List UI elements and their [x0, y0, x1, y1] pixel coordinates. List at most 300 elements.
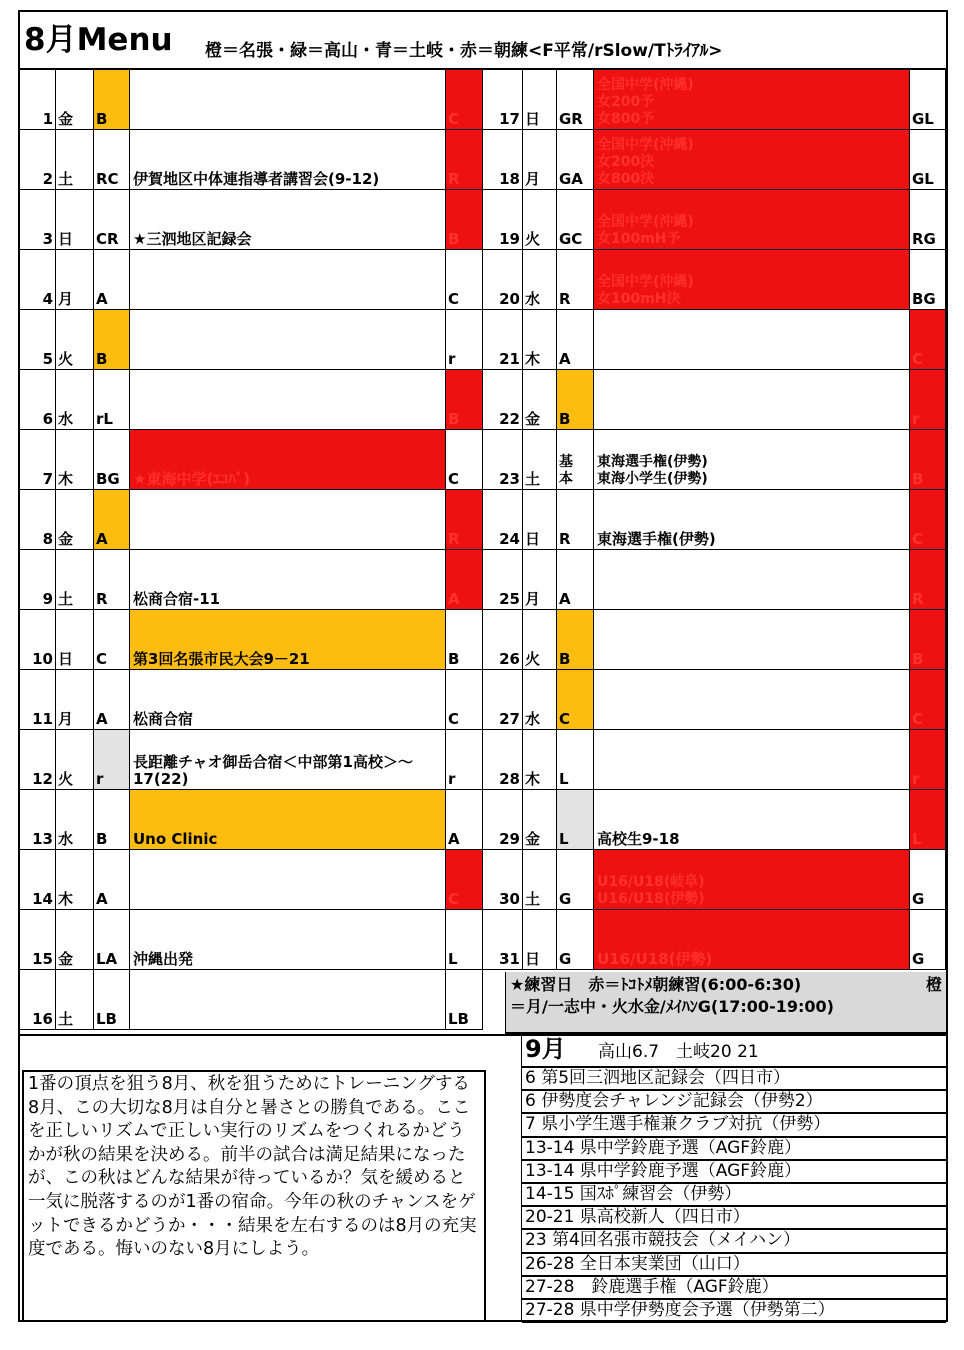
september-event-item: 27-28 鈴鹿選手権（AGF鈴鹿）: [522, 1277, 946, 1300]
header: [20, 12, 946, 70]
cell-text: 火: [525, 650, 541, 668]
cell-text: 長距離チャオ御岳合宿＜中部第1高校＞～17(22): [133, 753, 413, 788]
day-7-menu: [94, 430, 130, 490]
day-7-event: [130, 430, 446, 490]
day-2-menu: [94, 130, 130, 190]
day-23-event: [594, 430, 910, 490]
day-19-event: [594, 190, 910, 250]
cell-text: B: [96, 110, 108, 128]
day-1-day: [20, 70, 56, 130]
day-6-day: [20, 370, 56, 430]
day-17-right: [910, 70, 946, 130]
cell-text: R: [912, 590, 924, 608]
day-25-event: [594, 550, 910, 610]
day-20-right: [910, 250, 946, 310]
day-15-day: [20, 910, 56, 970]
cell-text: 金: [58, 110, 74, 128]
day-18-day: [483, 130, 523, 190]
day-26-event: [594, 610, 910, 670]
day-14-menu: [94, 850, 130, 910]
day-19-right: [910, 190, 946, 250]
day-27-right: [910, 670, 946, 730]
cell-text: ★東海中学(ｴｺﾊﾟ): [133, 470, 251, 488]
day-1-wd: [56, 70, 94, 130]
cell-text: L: [448, 950, 458, 968]
cell-text: 22: [499, 410, 520, 428]
cell-text: 27: [499, 710, 520, 728]
cell-text: 土: [525, 470, 541, 488]
day-16-day: [20, 970, 56, 1030]
day-24-event: [594, 490, 910, 550]
cell-text: 全国中学(沖縄) 女100mH予: [597, 214, 694, 247]
day-17-menu: [557, 70, 594, 130]
day-19-menu: [557, 190, 594, 250]
cell-text: 17: [499, 110, 520, 128]
day-25-right: [910, 550, 946, 610]
cell-text: 31: [499, 950, 520, 968]
cell-text: C: [912, 350, 924, 368]
day-24-wd: [523, 490, 557, 550]
day-13-event: [130, 790, 446, 850]
september-event-item: 20-21 県高校新人（四日市）: [522, 1207, 946, 1230]
cell-text: 月: [58, 290, 74, 308]
day-23-wd: [523, 430, 557, 490]
cell-text: rL: [96, 410, 113, 428]
cell-text: R: [96, 590, 108, 608]
day-19-day: [483, 190, 523, 250]
day-9-menu: [94, 550, 130, 610]
cell-text: 松商合宿: [133, 710, 194, 728]
day-25-wd: [523, 550, 557, 610]
cell-text: 30: [499, 890, 520, 908]
day-8-wd: [56, 490, 94, 550]
cell-text: GL: [912, 110, 934, 128]
day-10-event: [130, 610, 446, 670]
day-29-day: [483, 790, 523, 850]
cell-text: 5: [42, 350, 53, 368]
cell-text: G: [559, 950, 572, 968]
cell-text: LB: [448, 1010, 469, 1028]
day-8-right: [446, 490, 483, 550]
day-5-wd: [56, 310, 94, 370]
day-26-day: [483, 610, 523, 670]
day-18-right: [910, 130, 946, 190]
day-20-wd: [523, 250, 557, 310]
day-20-day: [483, 250, 523, 310]
cell-text: 6: [42, 410, 53, 428]
cell-text: LB: [96, 1010, 117, 1028]
day-5-event: [130, 310, 446, 370]
day-9-day: [20, 550, 56, 610]
cell-text: R: [448, 170, 460, 188]
cell-text: 10: [32, 650, 53, 668]
cell-text: 木: [58, 470, 74, 488]
cell-text: GL: [912, 170, 934, 188]
cell-text: 12: [32, 770, 53, 788]
cell-text: G: [912, 890, 925, 908]
day-14-day: [20, 850, 56, 910]
day-1-right: [446, 70, 483, 130]
cell-text: B: [559, 650, 571, 668]
cell-text: 24: [499, 530, 520, 548]
day-4-menu: [94, 250, 130, 310]
day-11-right: [446, 670, 483, 730]
september-event-item: 14-15 国ｽﾎﾟ練習会（伊勢）: [522, 1184, 946, 1207]
cell-text: 18: [499, 170, 520, 188]
day-6-event: [130, 370, 446, 430]
day-11-wd: [56, 670, 94, 730]
cell-text: U16/U18(岐阜) U16/U18(伊勢): [597, 874, 705, 907]
day-22-event: [594, 370, 910, 430]
cell-text: C: [448, 290, 460, 308]
day-12-menu: [94, 730, 130, 790]
day-6-right: [446, 370, 483, 430]
day-7-wd: [56, 430, 94, 490]
cell-text: 土: [58, 1010, 74, 1028]
day-24-day: [483, 490, 523, 550]
day-21-wd: [523, 310, 557, 370]
cell-text: 土: [58, 170, 74, 188]
cell-text: 基 本: [559, 454, 573, 487]
day-23-menu: [557, 430, 594, 490]
september-title: 9月: [525, 1035, 566, 1063]
practice-note: [505, 972, 946, 1034]
day-21-event: [594, 310, 910, 370]
cell-text: r: [96, 770, 104, 788]
day-12-right: [446, 730, 483, 790]
cell-text: 松商合宿-11: [133, 590, 221, 608]
cell-text: 15: [32, 950, 53, 968]
september-event-item: 7 県小学生選手権兼クラブ対抗（伊勢）: [522, 1114, 946, 1137]
day-18-menu: [557, 130, 594, 190]
cell-text: 沖縄出発: [133, 950, 194, 968]
day-20-menu: [557, 250, 594, 310]
day-13-wd: [56, 790, 94, 850]
cell-text: 20: [499, 290, 520, 308]
day-28-right: [910, 730, 946, 790]
day-25-menu: [557, 550, 594, 610]
practice-note-color: 橙: [925, 975, 942, 994]
cell-text: 火: [58, 770, 74, 788]
day-8-day: [20, 490, 56, 550]
cell-text: C: [912, 530, 924, 548]
cell-text: 第3回名張市民大会9－21: [133, 650, 310, 668]
cell-text: 19: [499, 230, 520, 248]
day-16-menu: [94, 970, 130, 1030]
cell-text: 11: [32, 710, 53, 728]
day-18-event: [594, 130, 910, 190]
day-18-wd: [523, 130, 557, 190]
day-20-event: [594, 250, 910, 310]
day-22-menu: [557, 370, 594, 430]
day-30-menu: [557, 850, 594, 910]
day-9-wd: [56, 550, 94, 610]
cell-text: 東海選手権(伊勢): [597, 530, 716, 548]
schedule-sheet: [18, 10, 948, 1322]
cell-text: 水: [525, 710, 541, 728]
day-15-right: [446, 910, 483, 970]
day-24-menu: [557, 490, 594, 550]
color-legend: 橙＝名張・緑＝高山・青＝土岐・赤＝朝練<F平常/rSlow/Tﾄﾗｲｱﾙ>: [205, 41, 723, 61]
cell-text: 日: [58, 230, 74, 248]
cell-text: 土: [525, 890, 541, 908]
day-7-day: [20, 430, 56, 490]
cell-text: Uno Clinic: [133, 830, 218, 848]
day-10-wd: [56, 610, 94, 670]
cell-text: 全国中学(沖縄) 女100mH決: [597, 274, 694, 307]
day-10-day: [20, 610, 56, 670]
day-22-day: [483, 370, 523, 430]
day-3-event: [130, 190, 446, 250]
practice-note-line1: ★練習日 赤＝ﾄｺﾄﾒ朝練習(6:00-6:30): [510, 975, 802, 994]
day-2-event: [130, 130, 446, 190]
cell-text: B: [912, 470, 924, 488]
day-1-menu: [94, 70, 130, 130]
day-17-event: [594, 70, 910, 130]
september-event-item: 27-28 県中学伊勢度会予選（伊勢第二）: [522, 1300, 946, 1323]
day-30-right: [910, 850, 946, 910]
cell-text: G: [912, 950, 925, 968]
cell-text: 水: [58, 830, 74, 848]
day-4-right: [446, 250, 483, 310]
day-5-right: [446, 310, 483, 370]
cell-text: L: [559, 830, 569, 848]
cell-text: 木: [525, 770, 541, 788]
cell-text: 8: [42, 530, 53, 548]
cell-text: RG: [912, 230, 936, 248]
day-3-right: [446, 190, 483, 250]
day-29-wd: [523, 790, 557, 850]
cell-text: B: [448, 410, 460, 428]
cell-text: C: [448, 470, 460, 488]
day-27-menu: [557, 670, 594, 730]
day-8-menu: [94, 490, 130, 550]
september-event-item: 6 第5回三泗地区記録会（四日市）: [522, 1068, 946, 1091]
day-11-event: [130, 670, 446, 730]
day-11-menu: [94, 670, 130, 730]
day-2-wd: [56, 130, 94, 190]
cell-text: 全国中学(沖縄) 女200予 女800予: [597, 77, 694, 127]
day-27-wd: [523, 670, 557, 730]
september-event-item: 23 第4回名張市競技会（メイハン）: [522, 1230, 946, 1253]
day-29-event: [594, 790, 910, 850]
cell-text: 1: [42, 110, 53, 128]
day-17-wd: [523, 70, 557, 130]
cell-text: 金: [525, 830, 541, 848]
cell-text: 火: [525, 230, 541, 248]
day-22-wd: [523, 370, 557, 430]
cell-text: C: [912, 710, 924, 728]
september-event-item: 26-28 全日本実業団（山口）: [522, 1254, 946, 1277]
cell-text: 13: [32, 830, 53, 848]
cell-text: A: [96, 710, 108, 728]
day-27-event: [594, 670, 910, 730]
day-5-menu: [94, 310, 130, 370]
cell-text: LA: [96, 950, 118, 968]
cell-text: r: [912, 410, 920, 428]
day-9-right: [446, 550, 483, 610]
cell-text: 高校生9-18: [597, 830, 680, 848]
cell-text: A: [448, 830, 460, 848]
cell-text: A: [448, 590, 460, 608]
day-26-menu: [557, 610, 594, 670]
cell-text: L: [912, 830, 922, 848]
day-6-wd: [56, 370, 94, 430]
day-26-right: [910, 610, 946, 670]
day-19-wd: [523, 190, 557, 250]
day-28-day: [483, 730, 523, 790]
cell-text: 25: [499, 590, 520, 608]
day-30-wd: [523, 850, 557, 910]
cell-text: 伊賀地区中体連指導者講習会(9-12): [133, 170, 380, 188]
day-5-day: [20, 310, 56, 370]
cell-text: 火: [58, 350, 74, 368]
cell-text: 金: [58, 530, 74, 548]
day-23-day: [483, 430, 523, 490]
cell-text: C: [559, 710, 571, 728]
day-26-wd: [523, 610, 557, 670]
cell-text: 7: [42, 470, 53, 488]
cell-text: 土: [58, 590, 74, 608]
cell-text: 日: [58, 650, 74, 668]
day-31-right: [910, 910, 946, 970]
day-29-menu: [557, 790, 594, 850]
cell-text: r: [448, 350, 456, 368]
day-10-menu: [94, 610, 130, 670]
cell-text: RC: [96, 170, 119, 188]
day-15-menu: [94, 910, 130, 970]
cell-text: A: [559, 590, 571, 608]
cell-text: 28: [499, 770, 520, 788]
cell-text: B: [559, 410, 571, 428]
day-3-day: [20, 190, 56, 250]
cell-text: 水: [525, 290, 541, 308]
cell-text: 月: [58, 710, 74, 728]
day-15-wd: [56, 910, 94, 970]
day-21-menu: [557, 310, 594, 370]
day-31-day: [483, 910, 523, 970]
cell-text: C: [96, 650, 108, 668]
cell-text: R: [448, 530, 460, 548]
cell-text: B: [96, 830, 108, 848]
day-3-wd: [56, 190, 94, 250]
cell-text: A: [96, 890, 108, 908]
practice-note-line2: ＝月/一志中・火水金/ﾒｲﾊﾝG(17:00-19:00): [510, 997, 834, 1016]
cell-text: 2: [42, 170, 53, 188]
day-25-day: [483, 550, 523, 610]
cell-text: U16/U18(伊勢): [597, 950, 713, 968]
september-event-item: 6 伊勢度会チャレンジ記録会（伊勢2）: [522, 1091, 946, 1114]
september-event-item: 13-14 県中学鈴鹿予選（AGF鈴鹿）: [522, 1138, 946, 1161]
day-7-right: [446, 430, 483, 490]
day-15-event: [130, 910, 446, 970]
day-23-right: [910, 430, 946, 490]
day-13-right: [446, 790, 483, 850]
cell-text: B: [448, 650, 460, 668]
day-14-event: [130, 850, 446, 910]
cell-text: 金: [58, 950, 74, 968]
cell-text: B: [96, 350, 108, 368]
cell-text: B: [448, 230, 460, 248]
cell-text: 月: [525, 590, 541, 608]
cell-text: 水: [58, 410, 74, 428]
cell-text: C: [448, 890, 460, 908]
cell-text: 29: [499, 830, 520, 848]
cell-text: B: [912, 650, 924, 668]
cell-text: 21: [499, 350, 520, 368]
day-28-wd: [523, 730, 557, 790]
cell-text: 4: [42, 290, 53, 308]
cell-text: G: [559, 890, 572, 908]
cell-text: 東海選手権(伊勢) 東海小学生(伊勢): [597, 454, 708, 487]
cell-text: A: [559, 350, 571, 368]
cell-text: ★三泗地区記録会: [133, 230, 252, 248]
cell-text: 3: [42, 230, 53, 248]
day-14-wd: [56, 850, 94, 910]
day-2-day: [20, 130, 56, 190]
cell-text: GR: [559, 110, 583, 128]
september-subtitle: 高山6.7 土岐20 21: [598, 1042, 759, 1062]
day-30-event: [594, 850, 910, 910]
day-13-menu: [94, 790, 130, 850]
september-event-item: 13-14 県中学鈴鹿予選（AGF鈴鹿）: [522, 1161, 946, 1184]
cell-text: CR: [96, 230, 119, 248]
page-title: 8月Menu: [24, 22, 173, 58]
day-31-menu: [557, 910, 594, 970]
day-12-wd: [56, 730, 94, 790]
cell-text: R: [559, 290, 571, 308]
cell-text: 日: [525, 950, 541, 968]
cell-text: r: [448, 770, 456, 788]
day-30-day: [483, 850, 523, 910]
cell-text: A: [96, 290, 108, 308]
day-3-menu: [94, 190, 130, 250]
day-13-day: [20, 790, 56, 850]
cell-text: BG: [96, 470, 120, 488]
cell-text: 16: [32, 1010, 53, 1028]
cell-text: 金: [525, 410, 541, 428]
day-16-wd: [56, 970, 94, 1030]
day-24-right: [910, 490, 946, 550]
day-22-right: [910, 370, 946, 430]
day-29-right: [910, 790, 946, 850]
cell-text: 14: [32, 890, 53, 908]
cell-text: GA: [559, 170, 583, 188]
cell-text: 木: [58, 890, 74, 908]
day-9-event: [130, 550, 446, 610]
day-1-event: [130, 70, 446, 130]
day-6-menu: [94, 370, 130, 430]
cell-text: BG: [912, 290, 936, 308]
cell-text: 月: [525, 170, 541, 188]
cell-text: r: [912, 770, 920, 788]
cell-text: 9: [42, 590, 53, 608]
september-panel: [521, 1034, 946, 1322]
day-16-event: [130, 970, 446, 1030]
day-28-event: [594, 730, 910, 790]
day-28-menu: [557, 730, 594, 790]
day-16-right: [446, 970, 483, 1030]
day-12-event: [130, 730, 446, 790]
cell-text: C: [448, 710, 460, 728]
cell-text: A: [96, 530, 108, 548]
day-14-right: [446, 850, 483, 910]
day-17-day: [483, 70, 523, 130]
cell-text: 木: [525, 350, 541, 368]
day-12-day: [20, 730, 56, 790]
september-header: [522, 1034, 946, 1068]
cell-text: GC: [559, 230, 583, 248]
